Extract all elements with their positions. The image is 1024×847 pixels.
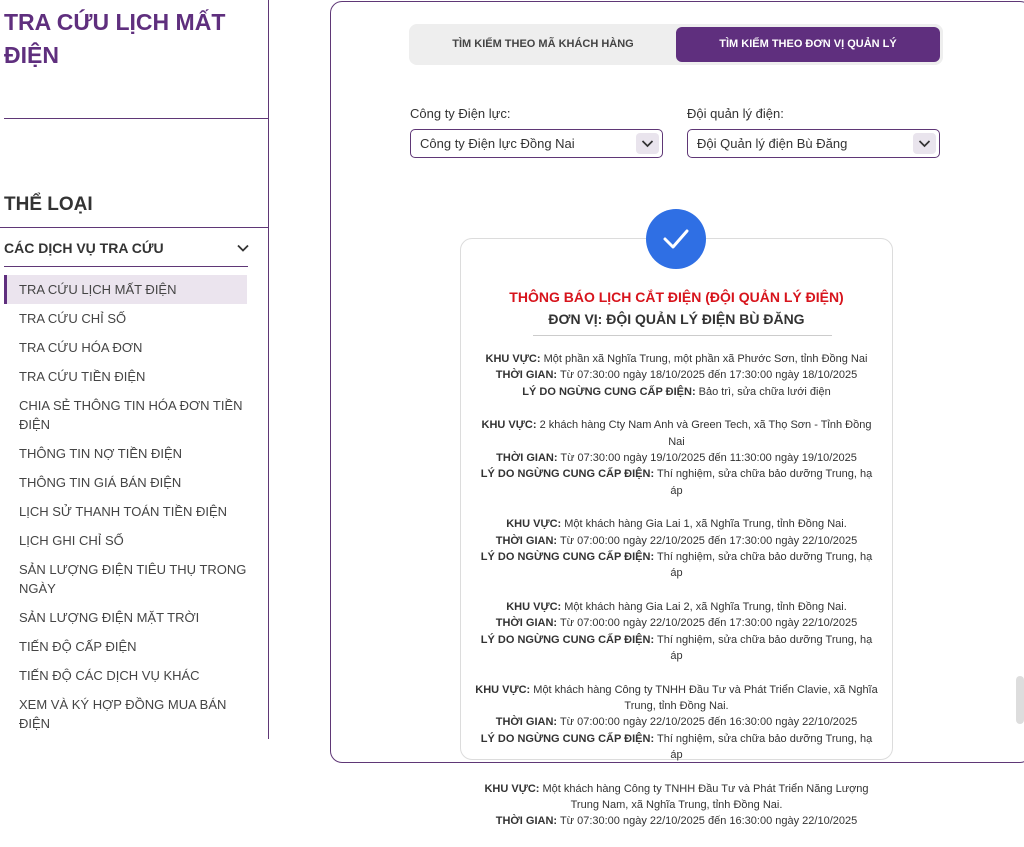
outage-entry [475, 599, 878, 665]
sidebar-item-payment-history[interactable]: LỊCH SỬ THANH TOÁN TIỀN ĐIỆN [19, 504, 228, 519]
sidebar-item-share-invoice[interactable]: CHIA SẺ THÔNG TIN HÓA ĐƠN TIỀN ĐIỆN [19, 398, 243, 432]
team-select-value: Đội Quản lý điện Bù Đăng [697, 136, 848, 151]
entry-time: THỜI GIAN: Từ 07:00:00 ngày 22/10/2025 đến 17:30:00 ngày 22/10/2025 [495, 534, 858, 547]
sidebar-item-debt[interactable]: THÔNG TIN NỢ TIỀN ĐIỆN [19, 446, 183, 461]
company-select[interactable] [410, 129, 663, 158]
sidebar-item-outage-schedule[interactable]: TRA CỨU LỊCH MẤT ĐIỆN [4, 275, 247, 304]
team-select-toggle[interactable] [913, 133, 936, 154]
service-menu [4, 275, 247, 738]
sidebar-item-other-services[interactable]: TIẾN ĐỘ CÁC DỊCH VỤ KHÁC [19, 668, 200, 683]
entry-reason: LÝ DO NGỪNG CUNG CẤP ĐIỆN: Thí nghiệm, sửa chữa bảo dưỡng Trung, hạ áp [480, 633, 873, 663]
sidebar-item-connection-progress[interactable]: TIẾN ĐỘ CẤP ĐIỆN [19, 639, 137, 654]
sidebar-item-solar-output[interactable]: SẢN LƯỢNG ĐIỆN MẶT TRỜI [19, 610, 200, 625]
outage-notice-card [460, 238, 893, 828]
entry-area: KHU VỰC: Một khách hàng Gia Lai 1, xã Nghĩa Trung, tỉnh Đồng Nai. [506, 518, 847, 531]
divider [533, 335, 832, 336]
tab-search-by-customer[interactable]: TÌM KIẾM THEO MÃ KHÁCH HÀNG [452, 38, 634, 50]
company-select-toggle[interactable] [636, 133, 659, 154]
chevron-down-icon[interactable] [236, 241, 250, 255]
tab-search-by-unit[interactable]: TÌM KIẾM THEO ĐƠN VỊ QUẢN LÝ [676, 27, 940, 62]
page-title: TRA CỨU LỊCH MẤT ĐIỆN [4, 9, 226, 68]
sidebar-item-invoice[interactable]: TRA CỨU HÓA ĐƠN [19, 340, 143, 355]
divider [4, 266, 248, 267]
team-label: Đội quản lý điện: [687, 106, 784, 121]
entry-time: THỜI GIAN: Từ 07:30:00 ngày 18/10/2025 đến 17:30:00 ngày 18/10/2025 [495, 369, 858, 382]
service-group-label: CÁC DỊCH VỤ TRA CỨU [4, 240, 164, 256]
chevron-down-icon [641, 138, 654, 149]
divider [4, 118, 268, 119]
entry-reason: LÝ DO NGỪNG CUNG CẤP ĐIỆN: Bảo trì, sửa chữa lưới điện [522, 385, 831, 398]
sidebar-item-contract[interactable]: XEM VÀ KÝ HỢP ĐỒNG MUA BÁN ĐIỆN [19, 697, 227, 731]
sidebar-item-daily-consumption[interactable]: SẢN LƯỢNG ĐIỆN TIÊU THỤ TRONG NGÀY [19, 562, 247, 596]
outage-entry [475, 351, 878, 400]
outage-entries [475, 351, 878, 847]
sidebar-item-bill-amount[interactable]: TRA CỨU TIỀN ĐIỆN [19, 369, 146, 384]
entry-time: THỜI GIAN: Từ 07:30:00 ngày 19/10/2025 đến 11:30:00 ngày 19/10/2025 [496, 452, 857, 465]
search-mode-tabs [409, 24, 943, 65]
company-label: Công ty Điện lực: [410, 106, 511, 121]
entry-time: THỜI GIAN: Từ 07:00:00 ngày 22/10/2025 đến 16:30:00 ngày 22/10/2025 [495, 716, 858, 729]
outage-entry [475, 781, 878, 830]
outage-entry [475, 682, 878, 764]
service-group-toggle[interactable] [4, 238, 252, 258]
success-badge [646, 209, 706, 269]
entry-reason: LÝ DO NGỪNG CUNG CẤP ĐIỆN: Thí nghiệm, sửa chữa bảo dưỡng Trung, hạ áp [480, 732, 873, 762]
chevron-down-icon [918, 138, 931, 149]
outage-entry [475, 417, 878, 499]
entry-reason: LÝ DO NGỪNG CUNG CẤP ĐIỆN: Thí nghiệm, sửa chữa bảo dưỡng Trung, hạ áp [480, 468, 873, 497]
outage-entry [475, 516, 878, 582]
sidebar [0, 0, 269, 739]
company-select-value: Công ty Điện lực Đồng Nai [420, 136, 575, 151]
sidebar-item-reading-schedule[interactable]: LỊCH GHI CHỈ SỐ [19, 533, 124, 548]
scrollbar-thumb[interactable] [1016, 676, 1024, 724]
entry-area: KHU VỰC: Một khách hàng Công ty TNHH Đầu Tư và Phát Triển Năng Lượng Trung Nam, xã Nghĩa Trung, tỉnh Đồng Nai. [484, 782, 869, 811]
team-select[interactable] [687, 129, 940, 158]
check-icon [662, 227, 690, 251]
entry-time: THỜI GIAN: Từ 07:30:00 ngày 22/10/2025 đến 16:30:00 ngày 22/10/2025 [495, 815, 858, 828]
notice-unit: ĐƠN VỊ: ĐỘI QUẢN LÝ ĐIỆN BÙ ĐĂNG [548, 311, 805, 327]
entry-time: THỜI GIAN: Từ 07:00:00 ngày 22/10/2025 đến 17:30:00 ngày 22/10/2025 [495, 617, 858, 630]
sidebar-item-meter-index[interactable]: TRA CỨU CHỈ SỐ [19, 311, 127, 326]
notice-title: THÔNG BÁO LỊCH CẮT ĐIỆN (ĐỘI QUẢN LÝ ĐIỆN) [509, 289, 844, 305]
entry-area: KHU VỰC: Một khách hàng Công ty TNHH Đầu Tư và Phát Triển Clavie, xã Nghĩa Trung, tỉnh Đồng Nai. [475, 683, 878, 712]
divider [0, 227, 268, 228]
sidebar-item-price[interactable]: THÔNG TIN GIÁ BÁN ĐIỆN [19, 475, 182, 490]
entry-area: KHU VỰC: Một phần xã Nghĩa Trung, một phần xã Phước Sơn, tỉnh Đồng Nai [485, 353, 868, 365]
category-heading: THỂ LOẠI [4, 194, 93, 215]
entry-area: KHU VỰC: 2 khách hàng Cty Nam Anh và Green Tech, xã Thọ Sơn - Tỉnh Đồng Nai [481, 419, 872, 448]
entry-area: KHU VỰC: Một khách hàng Gia Lai 2, xã Nghĩa Trung, tỉnh Đồng Nai. [506, 600, 847, 613]
entry-reason: LÝ DO NGỪNG CUNG CẤP ĐIỆN: Thí nghiệm, sửa chữa bảo dưỡng Trung, hạ áp [480, 551, 873, 580]
